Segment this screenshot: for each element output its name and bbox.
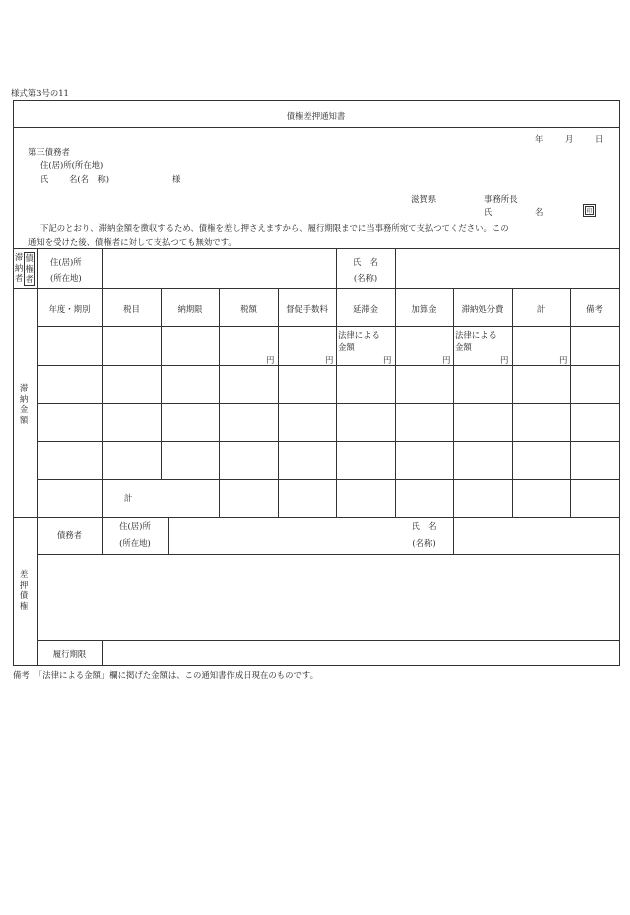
debtor-name-label-2: (名称) bbox=[412, 538, 436, 548]
header-late-charge: 延滞金 bbox=[352, 304, 379, 314]
issuer-office-title: 事務所長 bbox=[484, 194, 518, 204]
header-disposition-cost: 滞納処分費 bbox=[461, 304, 504, 314]
debtor-label: 債務者 bbox=[56, 530, 83, 540]
document-title: 債権差押通知書 bbox=[286, 111, 346, 121]
creditor-side-label: 債権者 bbox=[25, 253, 34, 284]
yen-reminder-fee: 円 bbox=[325, 355, 334, 365]
seized-top-line bbox=[13, 517, 619, 518]
debtor-address-label-2: (所在地) bbox=[119, 538, 151, 548]
row-line-3 bbox=[37, 441, 619, 442]
header-bottom-line bbox=[37, 326, 619, 327]
frame-top bbox=[13, 100, 619, 101]
header-tax-item: 税目 bbox=[123, 304, 140, 314]
yen-tax-amount: 円 bbox=[266, 355, 275, 365]
delinquent-top-line bbox=[13, 248, 619, 249]
header-fiscal-period: 年度・期別 bbox=[48, 304, 91, 314]
header-total: 計 bbox=[536, 304, 546, 314]
amounts-side-label: 滞納金額 bbox=[19, 383, 29, 425]
form-number: 様式第3号の11 bbox=[11, 88, 69, 98]
notice-text-1: 下記のとおり、滞納金額を徴収するため、債権を差し押さえますから、履行期限までに当事務所宛て支払つてください。この bbox=[40, 223, 509, 233]
debtor-address-label-1: 住(居)所 bbox=[119, 521, 151, 531]
yen-late-charge: 円 bbox=[383, 355, 392, 365]
delinquent-address-label-1: 住(居)所 bbox=[50, 257, 82, 267]
issuer-name-1: 氏 bbox=[484, 207, 493, 217]
delinquent-address-divider bbox=[102, 248, 103, 288]
row-line-2 bbox=[37, 403, 619, 404]
disposition-legal-amount-1: 法律による bbox=[455, 330, 497, 340]
debtor-address-divider bbox=[168, 517, 169, 554]
third-debtor-label: 第三債務者 bbox=[28, 147, 70, 157]
notice-text-2: 通知を受けた後、債権者に対して支払つても無効です。 bbox=[28, 237, 237, 247]
footnote: 備考 「法律による金額」欄に掲げた金額は、この通知書作成日現在のものです。 bbox=[13, 670, 319, 680]
issuer-name-2: 名 bbox=[535, 207, 544, 217]
date-year: 年 bbox=[535, 134, 544, 144]
delinquent-name-label-1: 氏 名 bbox=[352, 257, 379, 267]
delinquent-name-label-2: (名称) bbox=[353, 273, 378, 283]
deadline-top-line bbox=[37, 640, 619, 641]
row-line-1 bbox=[37, 365, 619, 366]
header-remarks: 備考 bbox=[586, 304, 603, 314]
frame-right bbox=[619, 100, 620, 666]
yen-total: 円 bbox=[559, 355, 568, 365]
third-debtor-name-label-2: 名(名 称) bbox=[69, 174, 110, 184]
third-debtor-address-label: 住(居)所(所在地) bbox=[40, 160, 104, 170]
total-row-label: 計 bbox=[123, 493, 133, 503]
deadline-divider bbox=[102, 640, 103, 666]
seal-mark bbox=[583, 204, 596, 217]
delinquent-name-divider-right bbox=[395, 248, 396, 288]
delinquent-address-label-2: (所在地) bbox=[50, 273, 82, 283]
late-charge-legal-amount-1: 法律による bbox=[338, 330, 380, 340]
seal-label: 印 bbox=[586, 208, 593, 215]
delinquent-side-label: 滞納者 bbox=[14, 252, 24, 283]
col-divider-2 bbox=[161, 288, 162, 479]
deadline-label: 履行期限 bbox=[52, 649, 87, 659]
header-reminder-fee: 督促手数料 bbox=[286, 304, 328, 314]
header-tax-amount: 税額 bbox=[240, 304, 257, 314]
debtor-name-label-1: 氏 名 bbox=[411, 521, 437, 531]
date-day: 日 bbox=[595, 134, 604, 144]
date-month: 月 bbox=[565, 134, 574, 144]
header-due-date: 納期限 bbox=[177, 304, 203, 314]
row-line-4 bbox=[37, 479, 619, 480]
late-charge-legal-amount-2: 金額 bbox=[338, 342, 355, 352]
debtor-name-divider bbox=[453, 517, 454, 554]
yen-additional-tax: 円 bbox=[442, 355, 451, 365]
honorific: 様 bbox=[172, 174, 181, 184]
seized-side-label: 差押債権 bbox=[19, 569, 29, 611]
header-additional-tax: 加算金 bbox=[411, 304, 437, 314]
claim-top-line bbox=[37, 554, 619, 555]
yen-disposition-cost: 円 bbox=[500, 355, 509, 365]
disposition-legal-amount-2: 金額 bbox=[455, 342, 472, 352]
amounts-top-line bbox=[13, 288, 619, 289]
third-debtor-name-label-1: 氏 bbox=[40, 174, 49, 184]
frame-bottom bbox=[13, 665, 619, 666]
issuer-prefecture: 滋賀県 bbox=[411, 194, 437, 204]
frame-left bbox=[13, 100, 14, 666]
title-divider bbox=[13, 127, 619, 128]
